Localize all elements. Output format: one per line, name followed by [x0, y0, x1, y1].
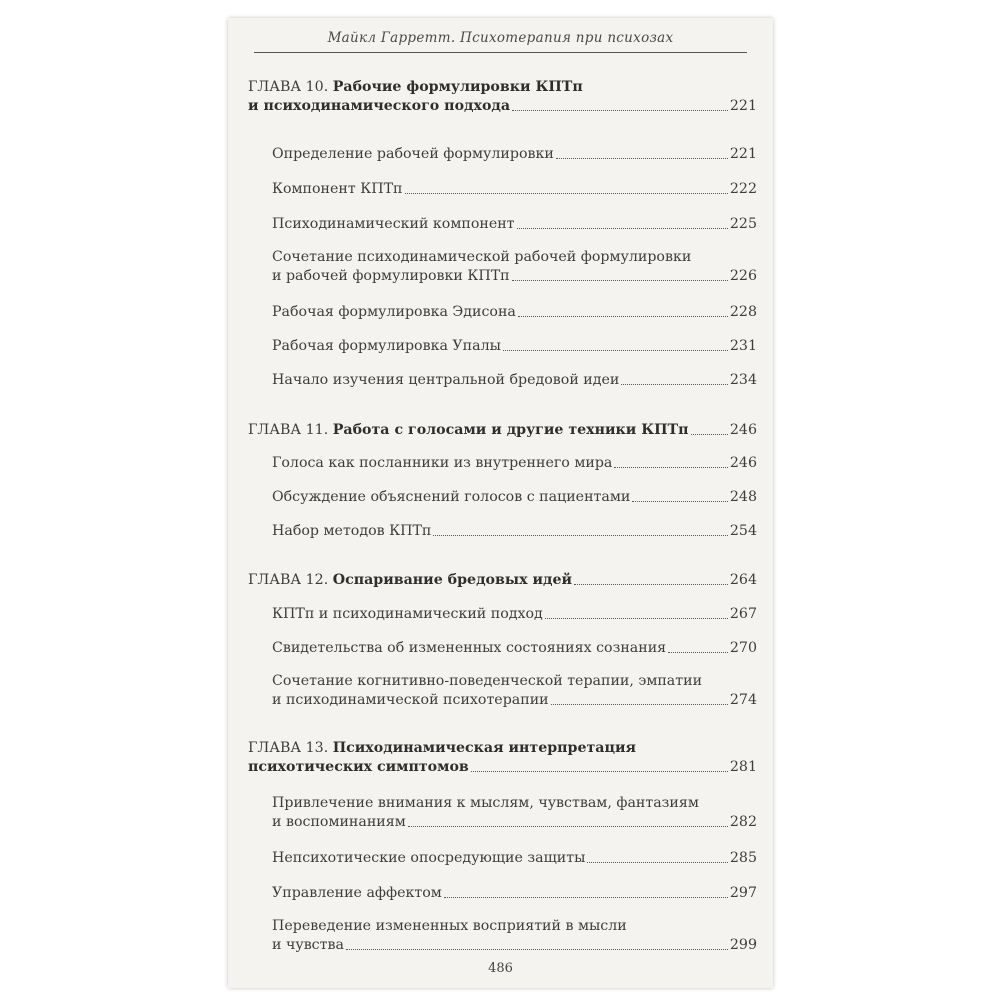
toc-entry: [272, 884, 757, 903]
entry-title: Обсуждение объяснений голосов с пациентами: [272, 489, 631, 505]
toc-entry: [272, 303, 757, 322]
toc-entry: [272, 605, 757, 624]
page-number: 246: [729, 455, 757, 471]
table-of-contents: [228, 18, 773, 988]
page-number: 225: [729, 216, 757, 232]
leader-dots: [545, 618, 728, 619]
page-number: 222: [729, 181, 757, 197]
entry-title: и воспоминаниям: [272, 814, 406, 830]
page-number: 285: [729, 850, 757, 866]
leader-dots: [517, 228, 728, 229]
toc-entry: [272, 248, 757, 286]
chapter-12-heading: [248, 571, 757, 590]
chapter-title: Рабочие формулировки КПТп: [332, 79, 583, 95]
leader-dots: [471, 771, 728, 772]
page-number: 299: [729, 937, 757, 953]
entry-title: Рабочая формулировка Упалы: [272, 338, 501, 354]
chapter-10-heading: [248, 78, 757, 116]
page-number-footer: 486: [488, 961, 513, 976]
leader-dots: [614, 467, 728, 468]
chapter-title: психотических симптомов: [248, 759, 469, 775]
entry-title: Свидетельства об измененных состояниях сознания: [272, 640, 667, 656]
leader-dots: [444, 897, 728, 898]
leader-dots: [556, 158, 728, 159]
leader-dots: [632, 501, 728, 502]
entry-title: и рабочей формулировки КПТп: [272, 268, 510, 284]
toc-entry: [272, 522, 757, 541]
page-number: 234: [729, 372, 757, 388]
page-number: 228: [729, 304, 757, 320]
toc-entry: [272, 371, 757, 390]
running-head: Майкл Гарретт. Психотерапия при психозах: [327, 30, 674, 46]
leader-dots: [433, 535, 728, 536]
leader-dots: [574, 584, 728, 585]
toc-entry: [272, 639, 757, 658]
toc-entry: [272, 454, 757, 473]
page-number: 282: [729, 814, 757, 830]
leader-dots: [512, 280, 728, 281]
entry-title: Набор методов КПТп: [272, 523, 432, 539]
chapter-label: ГЛАВА 13.: [248, 740, 333, 756]
page-number: 274: [729, 692, 757, 708]
toc-entry: [272, 672, 757, 710]
entry-title: Сочетание психодинамической рабочей формулировки: [272, 249, 692, 265]
page-number: 231: [729, 338, 757, 354]
book-page: [228, 18, 773, 988]
entry-title: и чувства: [272, 937, 344, 953]
chapter-title: Работа с голосами и другие техники КПТп: [332, 422, 689, 438]
chapter-label: ГЛАВА 12.: [248, 572, 333, 588]
entry-title: Привлечение внимания к мыслям, чувствам, фантазиям: [272, 795, 699, 811]
page-number: 246: [729, 422, 757, 438]
entry-title: Непсихотические опосредующие защиты: [272, 850, 586, 866]
page-number: 297: [729, 885, 757, 901]
chapter-label: ГЛАВА 10.: [248, 79, 333, 95]
entry-title: Психодинамический компонент: [272, 216, 515, 232]
entry-title: Рабочая формулировка Эдисона: [272, 304, 516, 320]
entry-title: КПТп и психодинамический подход: [272, 606, 543, 622]
entry-title: и психодинамической психотерапии: [272, 692, 549, 708]
entry-title: Определение рабочей формулировки: [272, 146, 554, 162]
leader-dots: [621, 384, 728, 385]
entry-title: Сочетание когнитивно-поведенческой терапии, эмпатии: [272, 673, 703, 689]
toc-entry: [272, 145, 757, 164]
entry-title: Переведение измененных восприятий в мысли: [272, 918, 627, 934]
leader-dots: [551, 704, 728, 705]
chapter-title: и психодинамического подхода: [248, 98, 511, 114]
chapter-title: Психодинамическая интерпретация: [332, 740, 636, 756]
page-number: 248: [729, 489, 757, 505]
toc-entry: [272, 488, 757, 507]
entry-title: Начало изучения центральной бредовой идеи: [272, 372, 620, 388]
leader-dots: [346, 949, 728, 950]
leader-dots: [587, 862, 728, 863]
leader-dots: [503, 350, 728, 351]
entry-title: Управление аффектом: [272, 885, 442, 901]
chapter-title: Оспаривание бредовых идей: [332, 572, 573, 588]
page-number: 267: [729, 606, 757, 622]
page-number: 221: [729, 146, 757, 162]
toc-entry: [272, 917, 757, 955]
toc-entry: [272, 180, 757, 199]
page-number: 264: [729, 572, 757, 588]
toc-entry: [272, 215, 757, 234]
chapter-13-heading: [248, 739, 757, 777]
page-number: 221: [729, 98, 757, 114]
leader-dots: [405, 193, 728, 194]
leader-dots: [408, 826, 728, 827]
page-number: 270: [729, 640, 757, 656]
chapter-label: ГЛАВА 11.: [248, 422, 333, 438]
entry-title: Компонент КПТп: [272, 181, 403, 197]
toc-entry: [272, 337, 757, 356]
leader-dots: [691, 434, 728, 435]
toc-entry: [272, 794, 757, 832]
page-number: 226: [729, 268, 757, 284]
page-number: 254: [729, 523, 757, 539]
entry-title: Голоса как посланники из внутреннего мира: [272, 455, 613, 471]
page-number: 281: [729, 759, 757, 775]
leader-dots: [668, 652, 728, 653]
leader-dots: [512, 110, 728, 111]
leader-dots: [518, 316, 728, 317]
chapter-11-heading: [248, 421, 757, 440]
toc-entry: [272, 849, 757, 868]
